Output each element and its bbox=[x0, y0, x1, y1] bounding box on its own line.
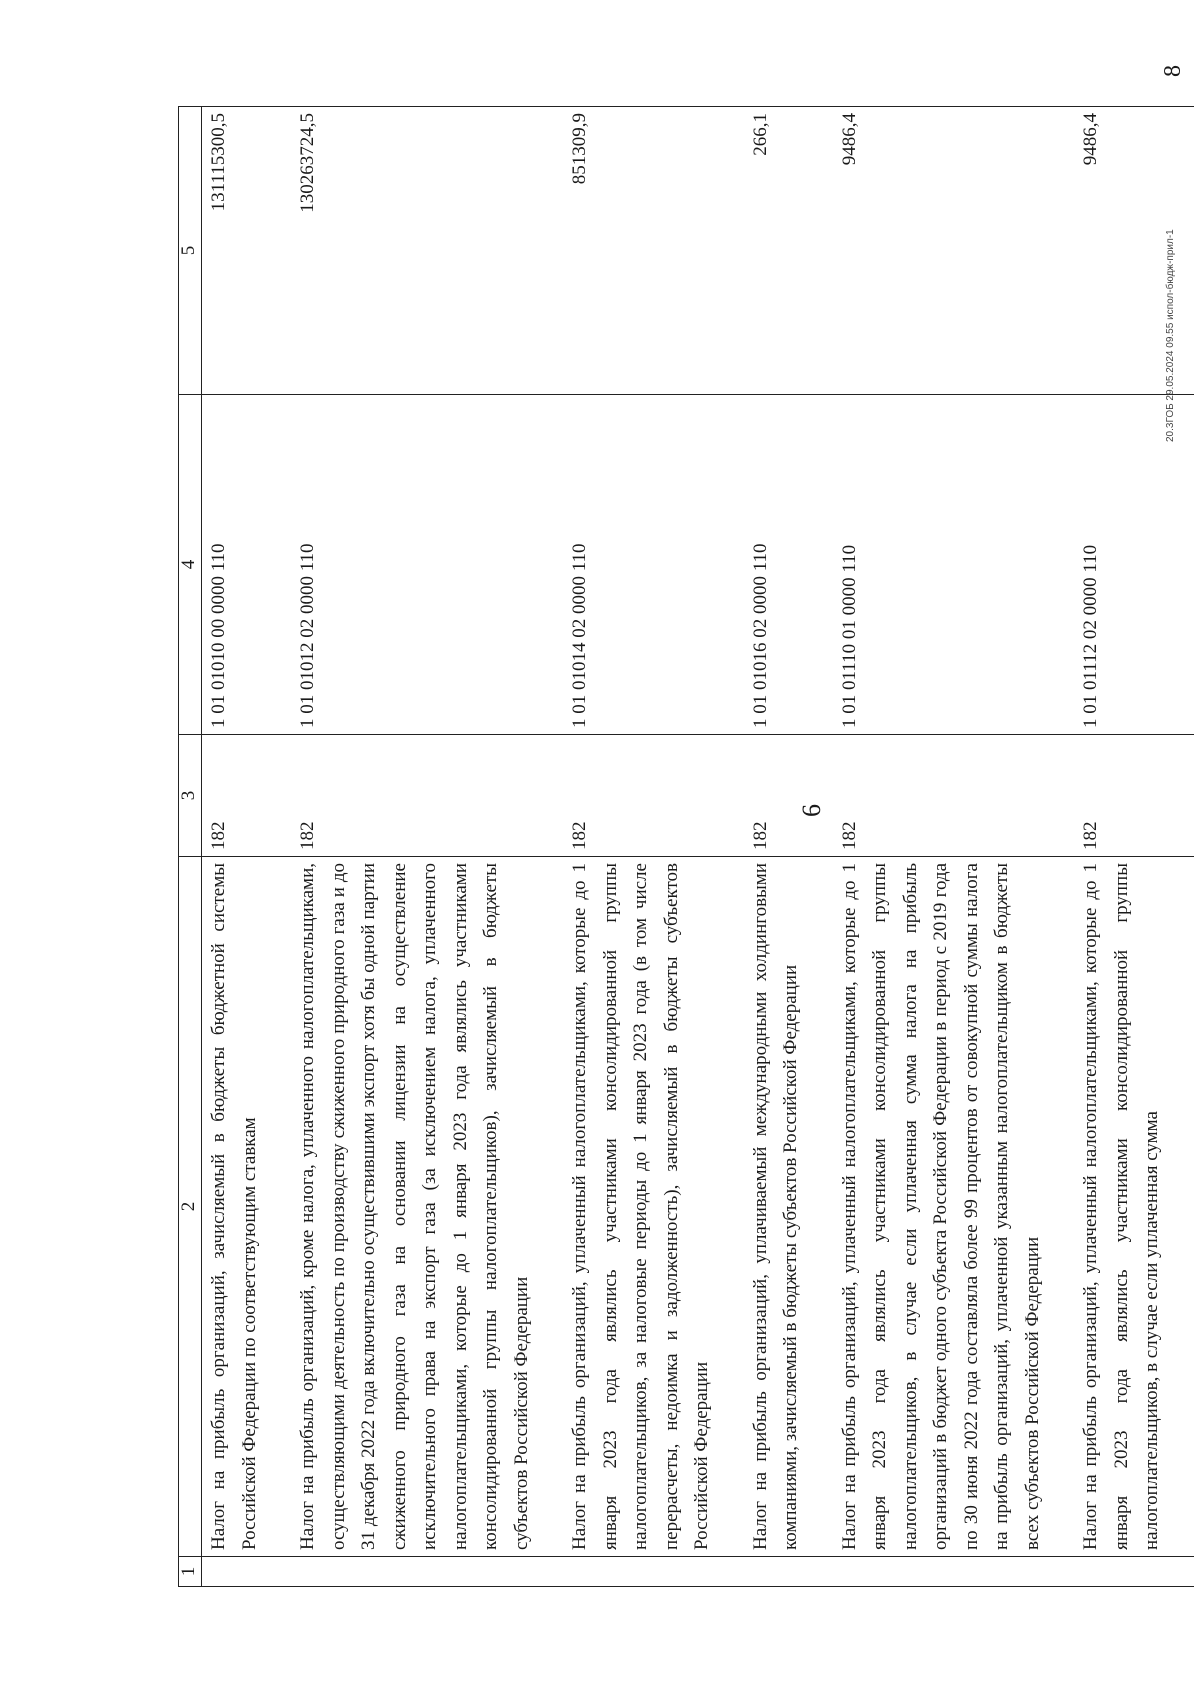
row-1-admin-code: 182 bbox=[202, 735, 292, 857]
row-2-amount: 130263724,5 bbox=[291, 107, 563, 395]
row-4-budget-code: 1 01 01016 02 0000 110 bbox=[744, 395, 833, 735]
footer-doc-code: 20.3ГОБ 29.05.2024 09.55 испол-бюдж-прил-1 bbox=[1165, 229, 1176, 442]
sheet-number: 8 bbox=[1160, 65, 1186, 77]
row-1-budget-code: 1 01 01010 00 0000 110 bbox=[202, 395, 292, 735]
row-3-description: Налог на прибыль организаций, уплаченный налогоплательщиками, которые до 1 января 2023 года являлись участниками консолидированной группы налогоплательщиков, за налоговые периоды до 1 января 2023 года (в том числе перерасчеты, недоимка и задолженность), зачисляемый в бюджеты субъектов Российской Федерации bbox=[563, 857, 744, 1557]
table-row bbox=[744, 107, 833, 1587]
row-2-admin-code: 182 bbox=[291, 735, 563, 857]
row-6-description: Налог на прибыль организаций, уплаченный налогоплательщиками, которые до 1 января 2023 года являлись участниками консолидированной группы налогоплательщиков, в случае если уплаченная сумма bbox=[1074, 857, 1194, 1557]
row-4-col-1 bbox=[744, 1557, 833, 1587]
row-5-col-1 bbox=[833, 1557, 1075, 1587]
table-row bbox=[833, 107, 1075, 1587]
header-col-3: 3 bbox=[179, 735, 202, 857]
row-2-col-1 bbox=[291, 1557, 563, 1587]
row-6-budget-code: 1 01 01112 02 0000 110 bbox=[1074, 395, 1194, 735]
row-2-description: Налог на прибыль организаций, кроме налога, уплаченного налогоплательщиками, осуществляющими деятельность по производству сжиженного природного газа и до 31 декабря 2022 года включительно осуществившими экспорт хотя бы одной партии сжиженного природного газа на основании лицензии на осуществление исключительного права на экспорт газа (за исключением налога, уплаченного налогоплательщиками, которые до 1 января 2023 года являлись участниками консолидированной группы налогоплательщиков), зачисляемый в бюджеты субъектов Российской Федерации bbox=[291, 857, 563, 1557]
row-1-amount: 131115300,5 bbox=[202, 107, 292, 395]
header-col-2: 2 bbox=[179, 857, 202, 1557]
row-4-description: Налог на прибыль организаций, уплачиваемый международными холдинговыми компаниями, зачисляемый в бюджеты субъектов Российской Федерации bbox=[744, 857, 833, 1557]
row-6-amount: 9486,4 bbox=[1074, 107, 1194, 395]
row-1-description: Налог на прибыль организаций, зачисляемый в бюджеты бюджетной системы Российской Федерации по соответствующим ставкам bbox=[202, 857, 292, 1557]
header-col-5: 5 bbox=[179, 107, 202, 395]
row-5-budget-code: 1 01 01110 01 0000 110 bbox=[833, 395, 1075, 735]
row-3-admin-code: 182 bbox=[563, 735, 744, 857]
table-row bbox=[563, 107, 744, 1587]
row-6-admin-code: 182 bbox=[1074, 735, 1194, 857]
row-2-budget-code: 1 01 01012 02 0000 110 bbox=[291, 395, 563, 735]
table-row bbox=[202, 107, 292, 1587]
header-col-4: 4 bbox=[179, 395, 202, 735]
table-header-row bbox=[179, 107, 202, 1587]
row-5-description: Налог на прибыль организаций, уплаченный налогоплательщиками, которые до 1 января 2023 года являлись участниками консолидированной группы налогоплательщиков, в случае если уплаченная сумма налога на прибыль организаций в бюджет одного субъекта Российской Федерации в период с 2019 года по 30 июня 2022 года составляла более 99 процентов от совокупной суммы налога на прибыль организаций, уплаченной указанным налогоплательщиком в бюджеты всех субъектов Российской Федерации bbox=[833, 857, 1075, 1557]
row-4-admin-code: 182 bbox=[744, 735, 833, 857]
page-number: 6 bbox=[797, 804, 826, 817]
row-3-budget-code: 1 01 01014 02 0000 110 bbox=[563, 395, 744, 735]
row-3-amount: 851309,9 bbox=[563, 107, 744, 395]
row-5-admin-code: 182 bbox=[833, 735, 1075, 857]
table-row bbox=[291, 107, 563, 1587]
row-4-amount: 266,1 bbox=[744, 107, 833, 395]
header-col-1: 1 bbox=[179, 1557, 202, 1587]
row-5-amount: 9486,4 bbox=[833, 107, 1075, 395]
row-6-col-1 bbox=[1074, 1557, 1194, 1587]
row-1-col-1 bbox=[202, 1557, 292, 1587]
row-3-col-1 bbox=[563, 1557, 744, 1587]
budget-table bbox=[178, 106, 1194, 1587]
